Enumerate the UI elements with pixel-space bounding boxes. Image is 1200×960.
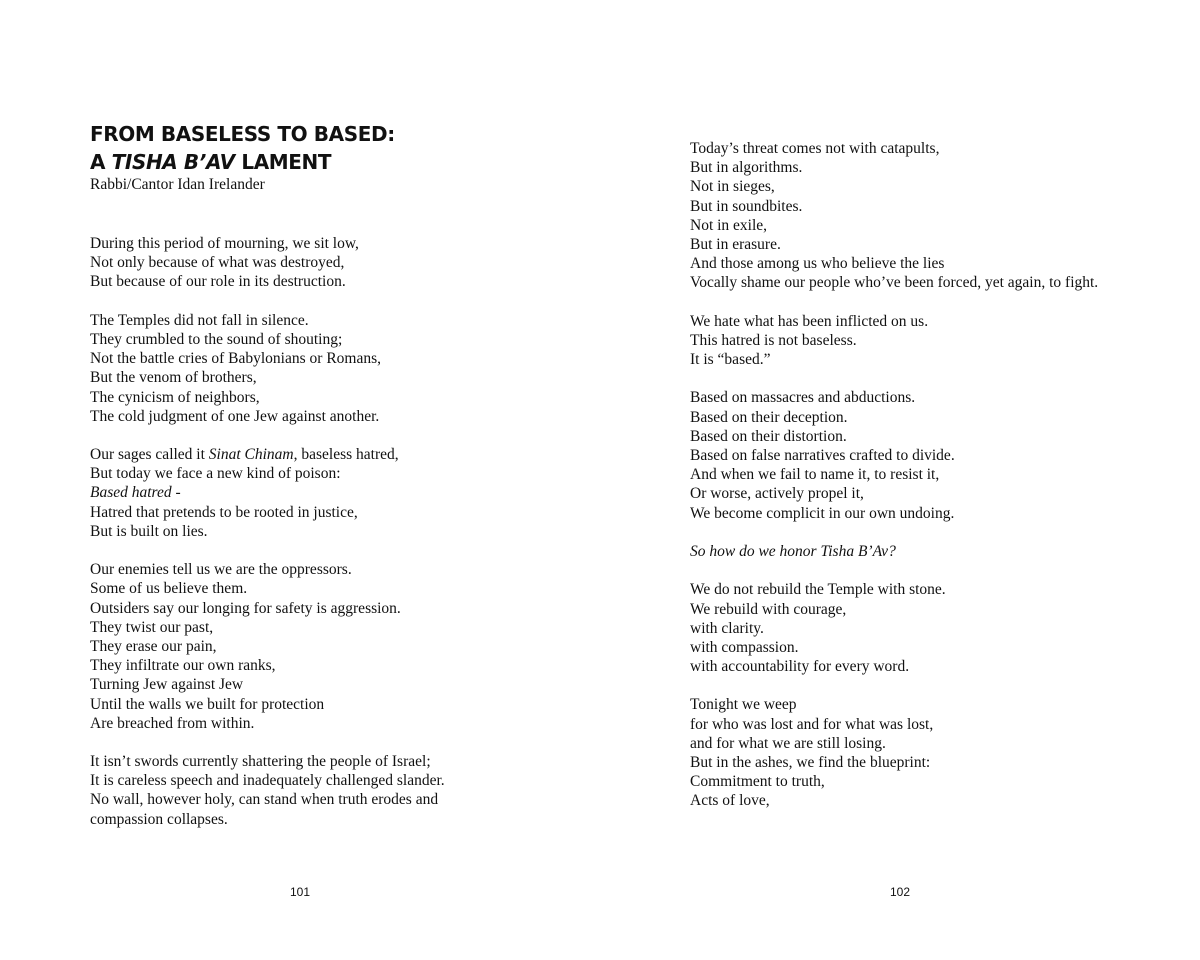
text-line: We rebuild with courage,: [690, 600, 847, 618]
text-line: But today we face a new kind of poison:: [90, 465, 341, 483]
text-line: compassion collapses.: [90, 810, 228, 828]
text-line: No wall, however holy, can stand when truth erodes and: [90, 791, 439, 809]
text-line: But in algorithms.: [690, 159, 803, 177]
right-column-text: [690, 139, 1110, 811]
text-line: Commitment to truth,: [690, 773, 825, 791]
text-segment: Our sages called it: [90, 446, 209, 464]
text-line: But is built on lies.: [90, 522, 208, 540]
title-block: [90, 120, 570, 194]
text-line: But in erasure.: [690, 235, 781, 253]
text-line-wrapped: Vocally shame our people who’ve been forced, yet again, to fight.: [690, 274, 1099, 292]
text-line: Not the battle cries of Babylonians or Romans,: [90, 350, 381, 368]
text-line: It is careless speech and inadequately challenged slander.: [90, 772, 445, 790]
text-line: This hatred is not baseless.: [690, 331, 857, 349]
text-segment: , baseless hatred,: [293, 446, 399, 464]
text-line: It is “based.”: [690, 351, 771, 369]
text-line: During this period of mourning, we sit low,: [90, 235, 359, 252]
page-number: 102: [889, 885, 911, 899]
text-line: Some of us believe them.: [90, 580, 248, 598]
italic-term: Sinat Chinam: [208, 446, 294, 464]
text-line: with compassion.: [690, 638, 799, 656]
text-line: Based on massacres and abductions.: [690, 389, 916, 407]
text-line: [90, 483, 570, 502]
text-line: Outsiders say our longing for safety is aggression.: [90, 599, 401, 617]
title-suffix: LAMENT: [234, 150, 332, 174]
text-line: They crumbled to the sound of shouting;: [90, 330, 343, 348]
text-line: But the venom of brothers,: [90, 369, 257, 387]
text-line: Based on false narratives crafted to divide.: [690, 447, 955, 465]
text-line: Not only because of what was destroyed,: [90, 254, 345, 272]
text-line: Not in exile,: [690, 216, 768, 234]
text-line: Are breached from within.: [90, 714, 255, 732]
text-line: Hatred that pretends to be rooted in justice,: [90, 503, 358, 521]
text-line: with clarity.: [690, 619, 764, 637]
text-line: Acts of love,: [690, 792, 770, 810]
text-line: Based on their distortion.: [690, 427, 847, 445]
text-line: It isn’t swords currently shattering the people of Israel;: [90, 753, 431, 771]
text-line: They infiltrate our own ranks,: [90, 657, 276, 675]
question-line: So how do we honor Tisha B’Av?: [690, 542, 896, 560]
title-prefix: A: [90, 150, 112, 174]
text-line: We become complicit in our own undoing.: [690, 504, 955, 522]
text-line: We hate what has been inflicted on us.: [690, 312, 929, 330]
title-line-2: [90, 148, 570, 176]
text-line: They erase our pain,: [90, 637, 217, 655]
text-line: We do not rebuild the Temple with stone.: [690, 581, 946, 599]
text-line: The Temples did not fall in silence.: [90, 311, 309, 329]
text-line: [90, 445, 570, 464]
author: Rabbi/Cantor Idan Irelander: [90, 176, 265, 193]
text-line: Until the walls we built for protection: [90, 695, 325, 713]
text-line: But in the ashes, we find the blueprint:: [690, 754, 931, 772]
text-line: And those among us who believe the lies: [690, 255, 945, 273]
text-line: They twist our past,: [90, 618, 214, 636]
title-italic: TISHA B’AV: [111, 150, 235, 174]
text-line: And when we fail to name it, to resist it,: [690, 466, 940, 484]
title-line-1: FROM BASELESS TO BASED:: [90, 122, 395, 146]
text-line: Our enemies tell us we are the oppressors.: [90, 561, 352, 579]
text-line: Based on their deception.: [690, 408, 848, 426]
text-line: Not in sieges,: [690, 178, 775, 196]
text-segment: -: [171, 484, 181, 502]
text-line: Or worse, actively propel it,: [690, 485, 864, 503]
text-line: But because of our role in its destruction.: [90, 273, 346, 291]
page-number: 101: [289, 885, 311, 899]
text-line: Turning Jew against Jew: [90, 676, 244, 694]
text-line: with accountability for every word.: [690, 658, 910, 676]
text-line: Tonight we weep: [690, 696, 797, 714]
italic-term: Based hatred: [90, 484, 172, 502]
right-page: [600, 0, 1200, 960]
text-line: The cold judgment of one Jew against another.: [90, 407, 380, 425]
text-line: But in soundbites.: [690, 197, 803, 215]
left-column-text: [90, 234, 570, 829]
text-line: and for what we are still losing.: [690, 734, 886, 752]
text-line: Today’s threat comes not with catapults,: [690, 140, 940, 157]
text-line: for who was lost and for what was lost,: [690, 715, 934, 733]
text-line: The cynicism of neighbors,: [90, 388, 260, 406]
